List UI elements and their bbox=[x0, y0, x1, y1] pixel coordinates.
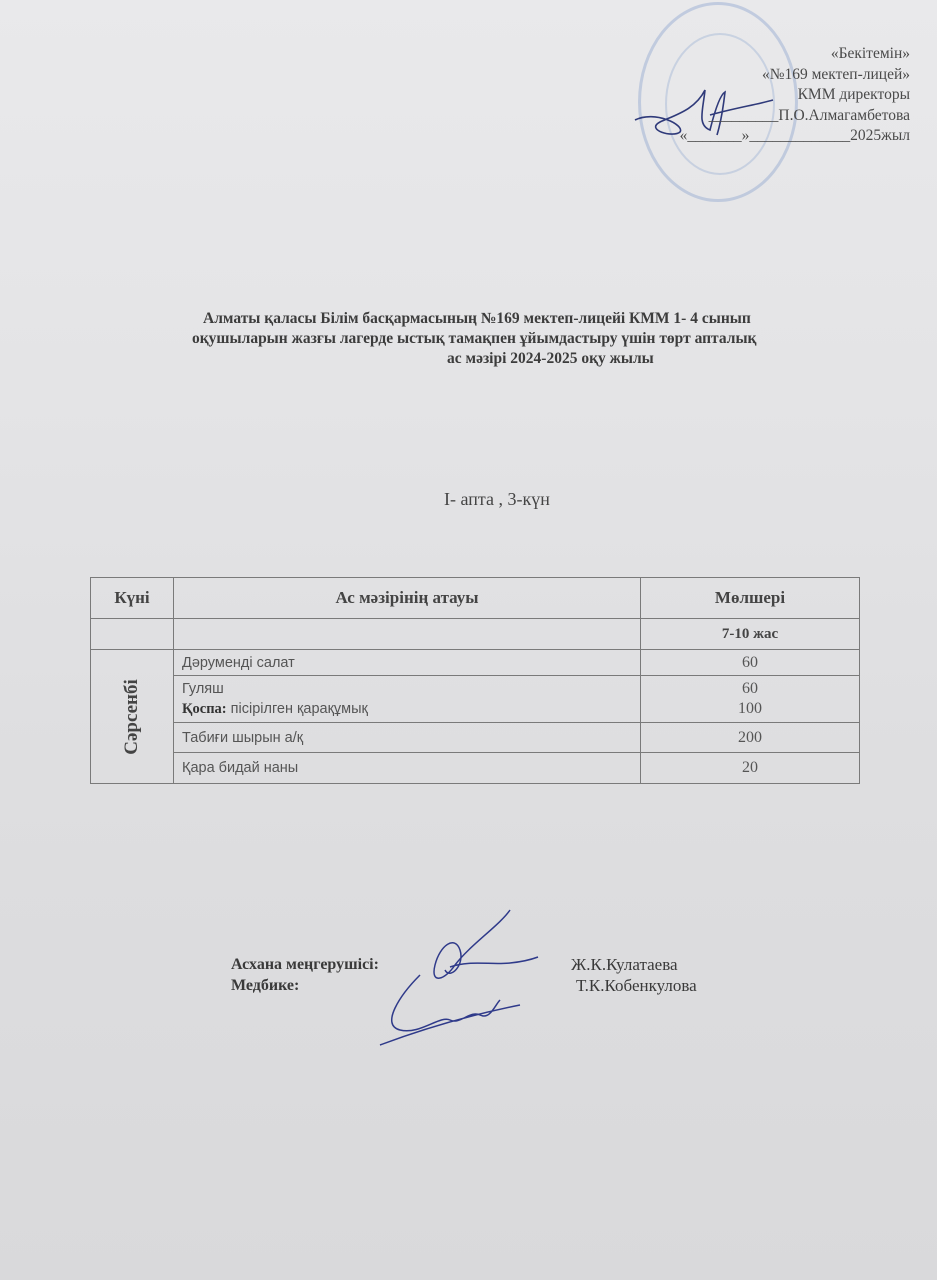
nurse-label: Медбике: bbox=[231, 977, 300, 994]
day-name: Сәрсенбі bbox=[121, 678, 142, 755]
table-row bbox=[91, 676, 860, 723]
addon-amount: 100 bbox=[738, 700, 762, 717]
approval-block bbox=[570, 44, 910, 147]
title-line-2: оқушыларын жазғы лагерде ыстық тамақпен ұйымдастыру үшін төрт апталық bbox=[192, 330, 757, 347]
dish-amount: 60 bbox=[742, 680, 758, 697]
table-header-row bbox=[91, 578, 860, 619]
header-day: Күні bbox=[91, 578, 174, 619]
empty-cell bbox=[174, 619, 641, 650]
title-line-1: Алматы қаласы Білім басқармасының №169 мектеп-лицейі КММ 1- 4 сынып bbox=[203, 310, 751, 327]
title-line-3: ас мәзірі 2024-2025 оқу жылы bbox=[447, 350, 654, 367]
kitchen-head-label: Асхана меңгерушісі: bbox=[231, 956, 379, 973]
table-row bbox=[91, 723, 860, 753]
dish-amount: 200 bbox=[641, 723, 860, 753]
approval-position: КММ директоры bbox=[797, 86, 910, 103]
signatures-block bbox=[231, 954, 751, 996]
signature-row-kitchen bbox=[231, 954, 751, 975]
table-row bbox=[91, 650, 860, 676]
week-day-label: І- апта , 3-күн bbox=[444, 489, 550, 509]
dish-name: Табиғи шырын а/қ bbox=[174, 723, 641, 753]
dish-amount: 20 bbox=[641, 753, 860, 784]
dish-name: Дәруменді салат bbox=[174, 650, 641, 676]
kitchen-head-name: Ж.К.Кулатаева bbox=[571, 955, 678, 974]
nurse-name: Т.К.Кобенкулова bbox=[576, 976, 697, 995]
addon-label: Қоспа: bbox=[182, 701, 227, 717]
header-amount: Мөлшері bbox=[641, 578, 860, 619]
dish-amount: 60 bbox=[641, 650, 860, 676]
addon-text: пісірілген қарақұмық bbox=[226, 701, 368, 717]
approval-school: «№169 мектеп-лицей» bbox=[761, 65, 910, 83]
day-cell bbox=[91, 650, 174, 784]
table-row bbox=[91, 753, 860, 784]
menu-table bbox=[90, 577, 860, 784]
dish-addon bbox=[182, 699, 632, 719]
document-title bbox=[185, 309, 937, 369]
age-group: 7-10 жас bbox=[641, 619, 860, 650]
dish-amount-cell bbox=[641, 676, 860, 723]
dish-cell bbox=[174, 676, 641, 723]
approval-director-name: _________П.О.Алмагамбетова bbox=[708, 106, 910, 124]
approval-line: «Бекітемін» bbox=[830, 45, 910, 62]
signature-row-nurse bbox=[231, 975, 751, 996]
age-group-row bbox=[91, 619, 860, 650]
dish-name: Гуляш bbox=[182, 681, 224, 697]
header-dish-name: Ас мәзірінің атауы bbox=[174, 578, 641, 619]
empty-cell bbox=[91, 619, 174, 650]
dish-name: Қара бидай наны bbox=[174, 753, 641, 784]
approval-date: «_______»_____________2025жыл bbox=[679, 127, 910, 144]
